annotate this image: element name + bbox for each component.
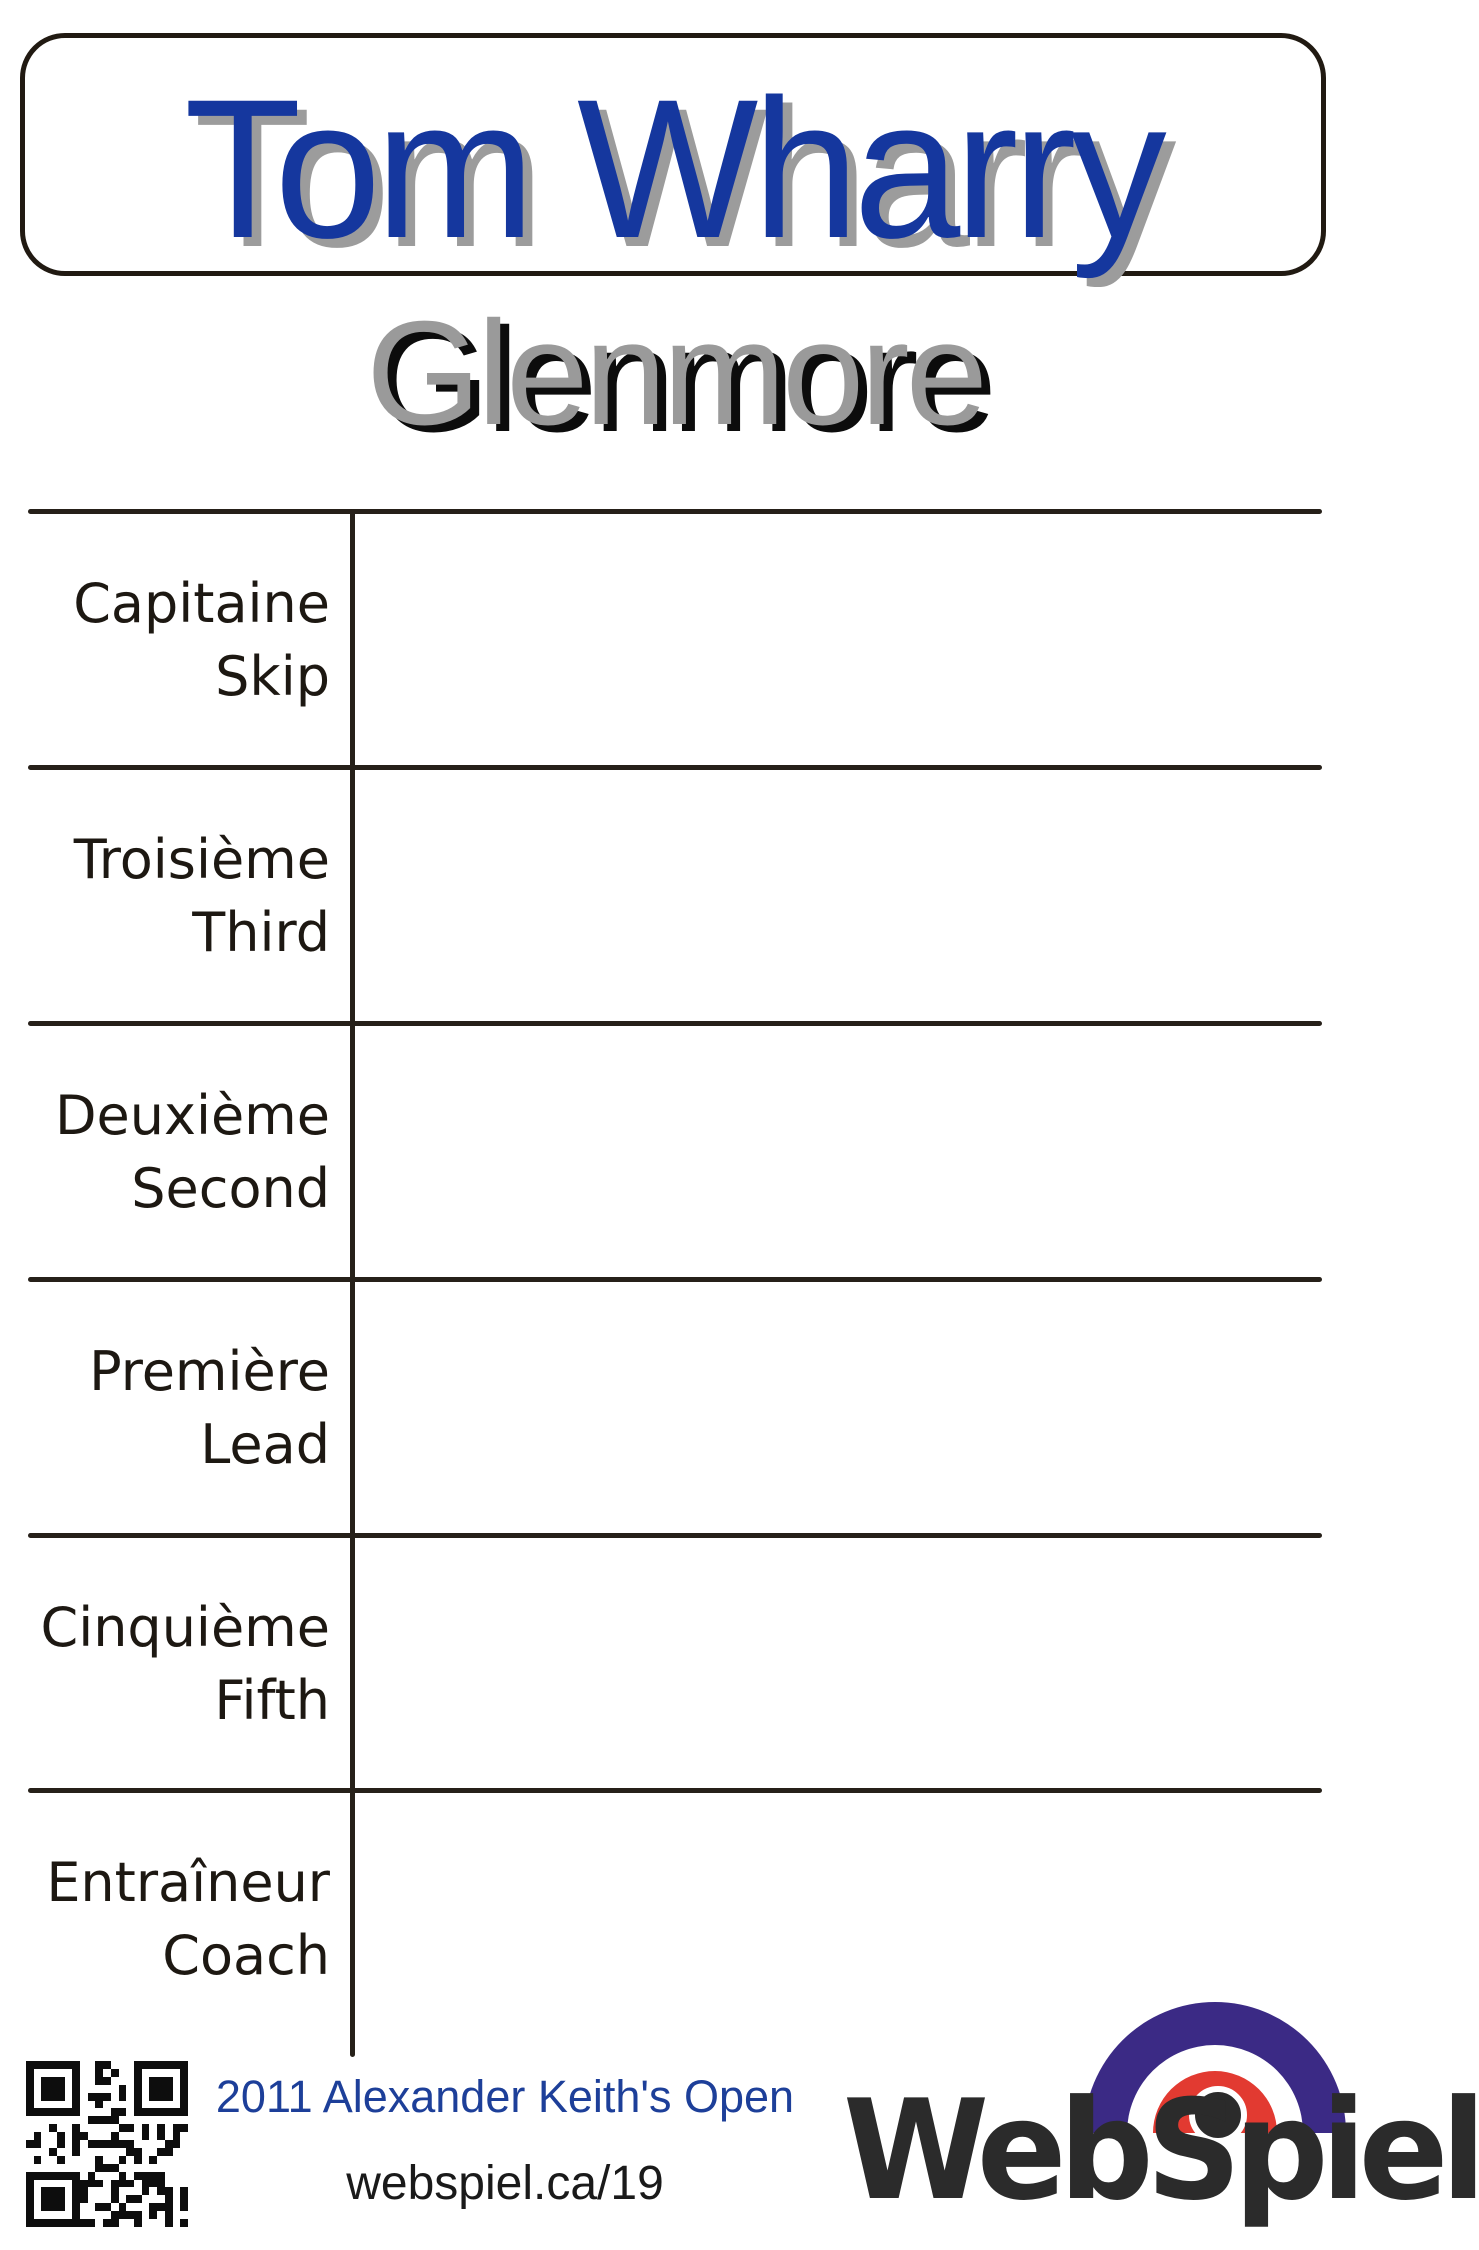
- row-label-coach: [28, 1793, 330, 2045]
- label-en: Third: [192, 901, 330, 964]
- row-label-lead: [28, 1282, 330, 1534]
- team-name: Tom Wharry: [184, 57, 1162, 279]
- name-cell-second: [355, 1026, 1322, 1278]
- label-en: Fifth: [214, 1669, 330, 1732]
- label-en: Second: [131, 1157, 330, 1220]
- name-cell-lead: [355, 1282, 1322, 1534]
- name-cell-skip: [355, 514, 1322, 766]
- team-name-box: [20, 33, 1326, 279]
- event-name: 2011 Alexander Keith's Open: [215, 2071, 795, 2122]
- row-label-third: [28, 770, 330, 1022]
- label-fr: Entraîneur: [46, 1850, 330, 1914]
- site-url: webspiel.ca/19: [346, 2156, 664, 2210]
- row-label-fifth: [28, 1538, 330, 1790]
- label-fr: Deuxième: [54, 1083, 330, 1147]
- name-cell-fifth: [355, 1538, 1322, 1790]
- row-label-second: [28, 1026, 330, 1278]
- label-fr: Capitaine: [73, 571, 330, 635]
- row-label-skip: [28, 514, 330, 766]
- name-cell-third: [355, 770, 1322, 1022]
- webspiel-logo: WebSpiel: [843, 2070, 1479, 2231]
- label-en: Lead: [200, 1413, 330, 1476]
- label-fr: Cinquième: [40, 1595, 330, 1659]
- label-en: Coach: [162, 1924, 330, 1987]
- footer-text-block: [150, 2072, 860, 2210]
- label-fr: Troisième: [73, 827, 330, 891]
- club-name: Glenmore: [366, 291, 984, 456]
- label-en: Skip: [215, 645, 330, 708]
- label-fr: Première: [89, 1339, 330, 1403]
